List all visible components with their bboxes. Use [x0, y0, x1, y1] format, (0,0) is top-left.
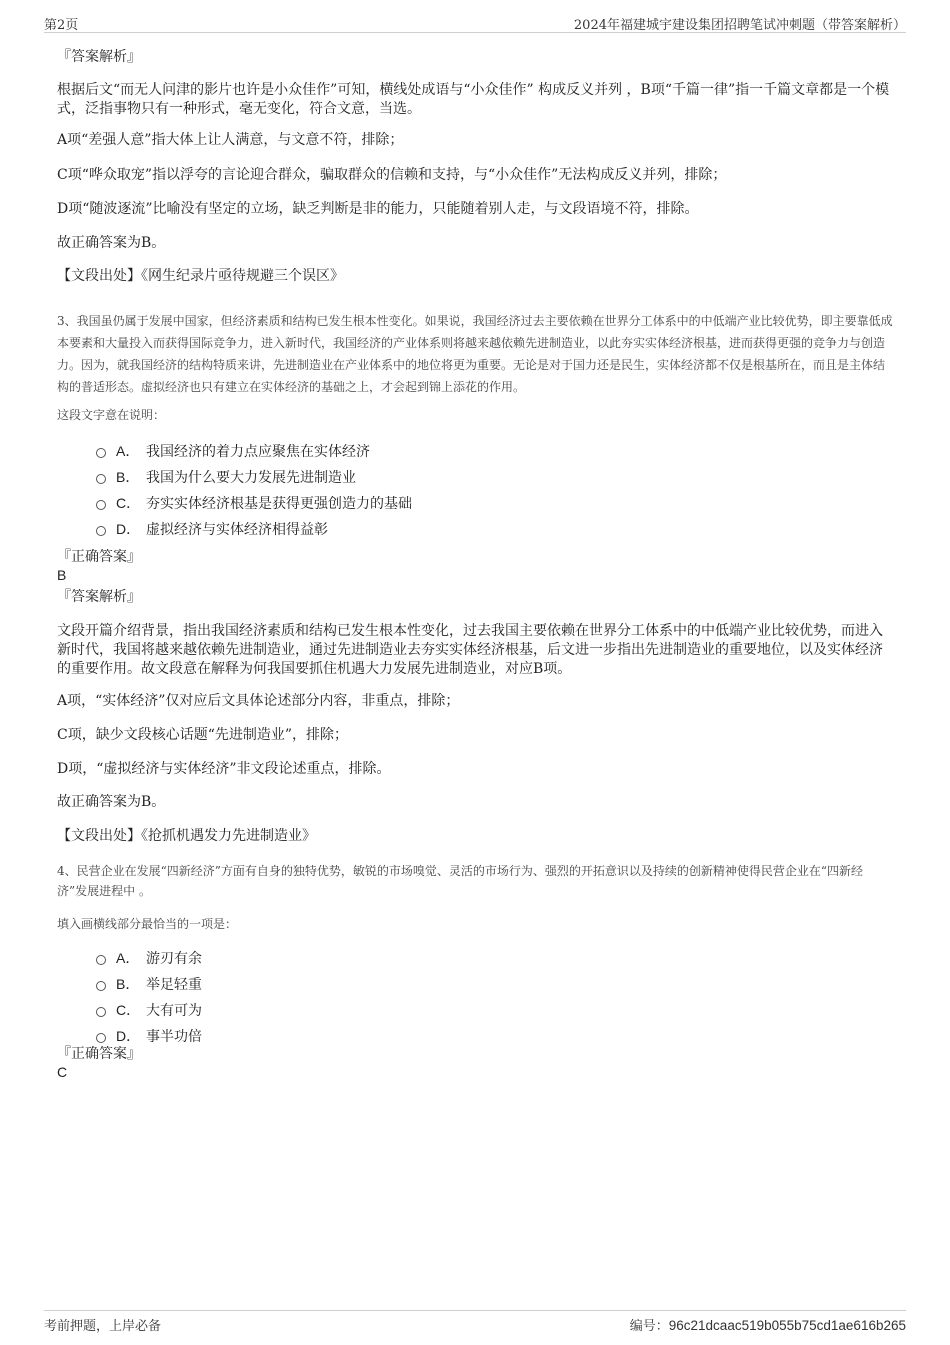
page-header — [44, 10, 906, 33]
radio-icon[interactable] — [96, 1007, 106, 1017]
q4-answer-label: 『正确答案』 — [57, 1046, 141, 1062]
q2-analysis-c: C项“哗众取宠”指以浮夸的言论迎合群众，骗取群众的信赖和支持，与“小众佳作”无法构成反义并列，排除； — [57, 167, 727, 183]
footer-code-label: 编号： — [629, 1319, 669, 1334]
q3-analysis-label: 『答案解析』 — [57, 589, 141, 605]
q2-source: 【文段出处】《网生纪录片亟待规避三个误区》 — [57, 268, 344, 284]
footer-code — [630, 1315, 906, 1334]
q3-answer-label: 『正确答案』 — [57, 549, 141, 565]
q4-option-a[interactable]: A． 游刃有余 — [96, 948, 202, 969]
q4-prompt: 填入画横线部分最恰当的一项是： — [57, 917, 238, 931]
q3-stem: 3、我国虽仍属于发展中国家，但经济素质和结构已发生根本性变化。如果说，我国经济过去主要依赖在世界分工体系中的中低端产业比较优势，即主要靠低成本要素和大量投入而获得国际竞争力，进入新时代，我国经济的产业体系则将越来越依赖先进制造业，以此夯实实体经济根基，进而获得更强的竞争力与创造力。因为，就我国经济的结构特质来讲，先进制造业在产业体系中的地位将更为重要。无论是对于国力还是民生，实体经济都不仅是根基所在，而且是主体结构的普适形态。虚拟经济也只有建立在实体经济的基础之上，才会起到锦上添花的作用。 — [57, 314, 893, 394]
q3-option-a[interactable]: A． 我国经济的着力点应聚焦在实体经济 — [96, 441, 370, 462]
radio-icon[interactable] — [96, 955, 106, 965]
q4-answer: C — [57, 1064, 68, 1080]
q3-source: 【文段出处】《抢抓机遇发力先进制造业》 — [57, 828, 316, 844]
page-number: 第2页 — [44, 18, 79, 33]
q4-option-d[interactable]: D． 事半功倍 — [96, 1026, 202, 1047]
radio-icon[interactable] — [96, 981, 106, 991]
q3-conclusion: 故正确答案为B。 — [57, 794, 166, 810]
q2-analysis-a: A项“差强人意”指大体上让人满意，与文意不符，排除； — [57, 132, 404, 148]
q2-analysis-d: D项“随波逐流”比喻没有坚定的立场，缺乏判断是非的能力，只能随着别人走，与文段语境不符，排除。 — [57, 201, 699, 217]
q3-analysis-paragraph: 文段开篇介绍背景，指出我国经济素质和结构已发生根本性变化，过去我国主要依赖在世界分工体系中的中低端产业比较优势，而进入新时代，我国将越来越依赖先进制造业，通过先进制造业去夯实实体经济根基，后文进一步指出先进制造业的重要地位，以及实体经济的重要作用。故文段意在解释为何我国要抓住机遇大力发展先进制造业，对应B项。 — [57, 623, 883, 677]
q4-option-c[interactable]: C． 大有可为 — [96, 1000, 202, 1021]
footer-code-value: 96c21dcaac519b055b75cd1ae616b265 — [668, 1318, 906, 1333]
radio-icon[interactable] — [96, 474, 106, 484]
q3-option-d[interactable]: D． 虚拟经济与实体经济相得益彰 — [96, 519, 328, 540]
q3-analysis-a: A项，“实体经济”仅对应后文具体论述部分内容，非重点，排除； — [57, 693, 460, 709]
q3-analysis-c: C项，缺少文段核心话题“先进制造业”，排除； — [57, 727, 349, 743]
radio-icon[interactable] — [96, 526, 106, 536]
footer-slogan: 考前押题，上岸必备 — [44, 1319, 162, 1334]
q3-prompt: 这段文字意在说明： — [57, 408, 166, 422]
radio-icon[interactable] — [96, 500, 106, 510]
document-title: 2024年福建城宇建设集团招聘笔试冲刺题（带答案解析） — [573, 18, 906, 33]
q3-option-b[interactable]: B． 我国为什么要大力发展先进制造业 — [96, 467, 356, 488]
q2-analysis-paragraph: 根据后文“而无人问津的影片也许是小众佳作”可知，横线处成语与“小众佳作” 构成反义并列 ，B项“千篇一律”指一千篇文章都是一个模式，泛指事物只有一种形式，毫无变化，符合文意，当选。 — [57, 82, 890, 117]
q3-option-c[interactable]: C． 夯实实体经济根基是获得更强创造力的基础 — [96, 493, 412, 514]
q2-analysis-label: 『答案解析』 — [57, 49, 141, 65]
q4-stem: 4、民营企业在发展“四新经济”方面有自身的独特优势，敏锐的市场嗅觉、灵活的市场行为、强烈的开拓意识以及持续的创新精神使得民营企业在“四新经济”发展进程中 。 — [57, 864, 864, 898]
radio-icon[interactable] — [96, 1033, 106, 1043]
q4-option-b[interactable]: B． 举足轻重 — [96, 974, 202, 995]
q3-analysis-d: D项，“虚拟经济与实体经济”非文段论述重点，排除。 — [57, 761, 391, 777]
page-footer — [44, 1310, 906, 1335]
q2-conclusion: 故正确答案为B。 — [57, 235, 166, 251]
radio-icon[interactable] — [96, 448, 106, 458]
q3-answer: B — [57, 567, 67, 583]
